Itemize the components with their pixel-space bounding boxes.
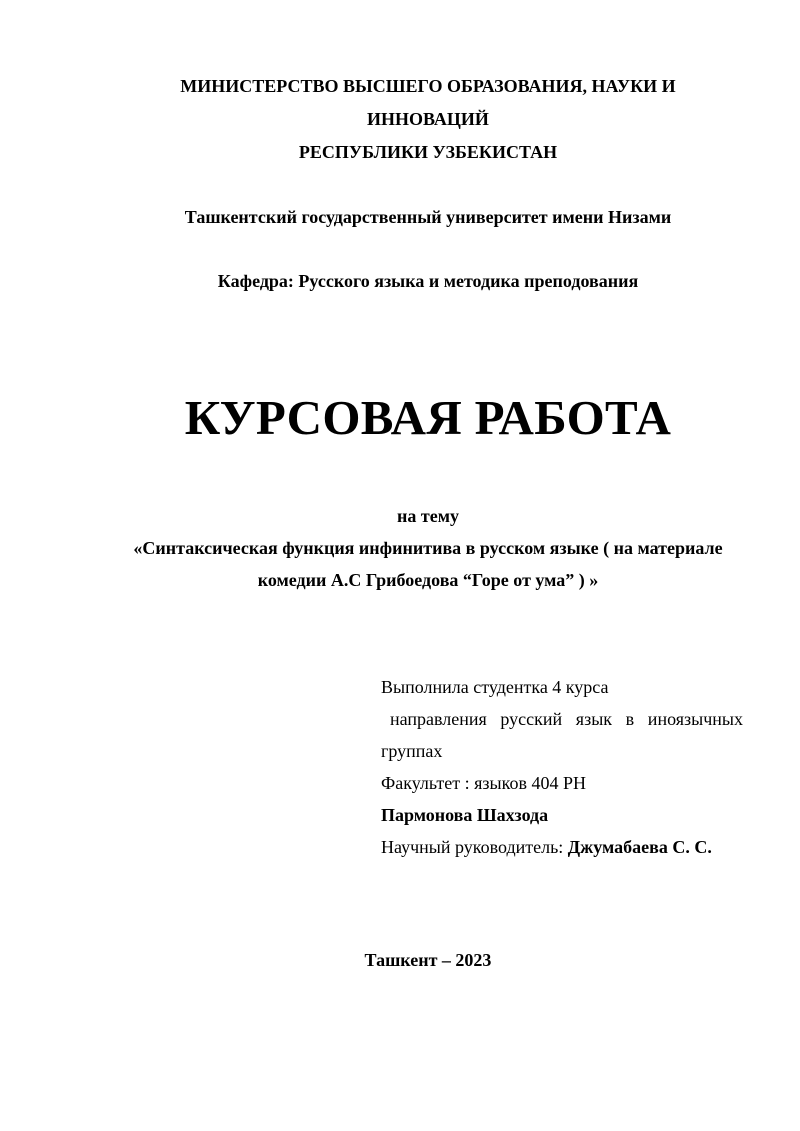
student-name: Пармонова Шахзода (381, 805, 549, 825)
author-line-2: направления русский язык в иноязычных (390, 709, 743, 729)
topic-prefix: на тему (397, 506, 459, 526)
supervisor-name: Джумабаева С. С. (567, 837, 712, 857)
ministry-line-2: ИННОВАЦИЙ (367, 109, 489, 129)
university-name: Ташкентский государственный университет имени Низами (184, 207, 672, 227)
ministry-line-1: МИНИСТЕРСТВО ВЫСШЕГО ОБРАЗОВАНИЯ, НАУКИ И (180, 76, 676, 96)
ministry-line-3: РЕСПУБЛИКИ УЗБЕКИСТАН (298, 142, 558, 162)
topic-line-1: «Синтаксическая функция инфинитива в русском языке ( на материале (133, 538, 723, 558)
supervisor (381, 831, 743, 863)
topic-line-2: комедии А.С Грибоедова “Горе от ума” ) » (257, 570, 599, 590)
department-name: Кафедра: Русского языка и методика преподования (217, 271, 639, 291)
author-line-3: группах (381, 741, 443, 761)
document-title: КУРСОВАЯ РАБОТА (184, 390, 672, 445)
city-year: Ташкент – 2023 (364, 950, 492, 970)
supervisor-label: Научный руководитель: (381, 837, 568, 857)
faculty: Факультет : языков 404 РН (381, 773, 586, 793)
author-line-1: Выполнила студентка 4 курса (381, 677, 609, 697)
author-info (381, 671, 743, 863)
